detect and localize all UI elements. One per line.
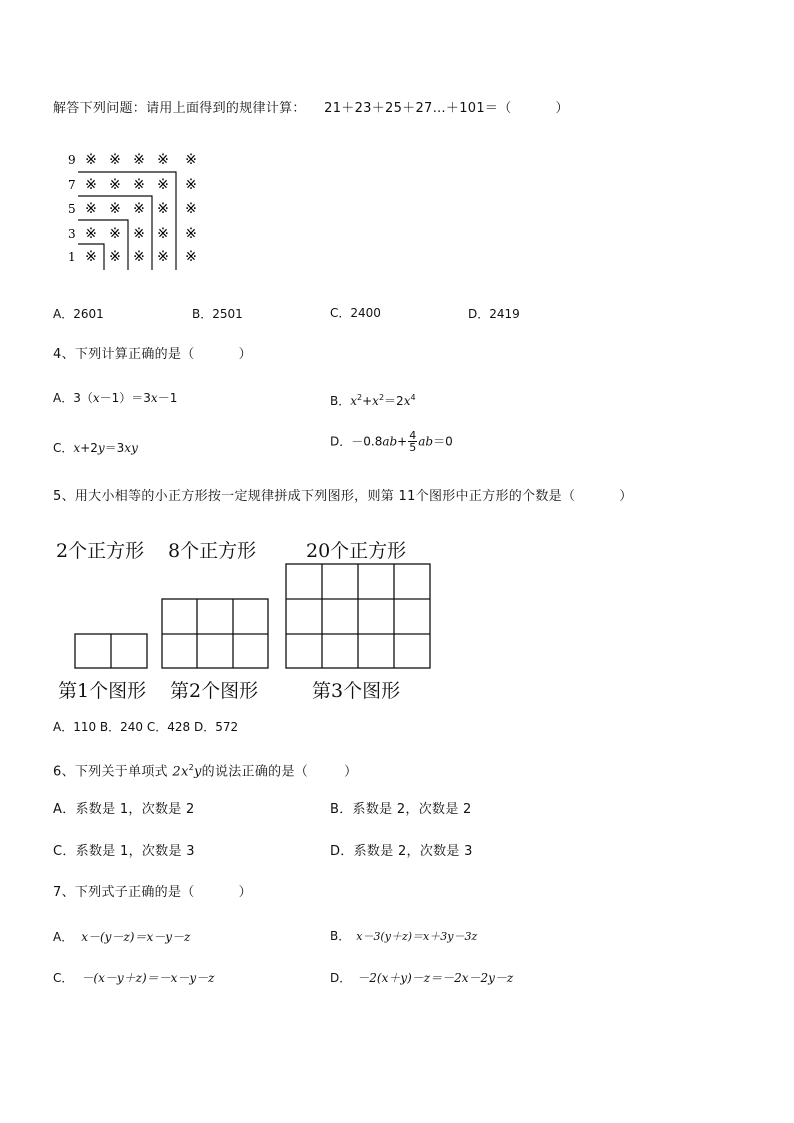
q4c-prefix: C．: [53, 441, 74, 455]
q5-options[interactable]: A．110 B．240 C．428 D．572: [53, 720, 239, 734]
pattern-mark: ※: [109, 249, 121, 265]
row-label: 5: [68, 202, 76, 216]
q4b-plus: +: [362, 394, 373, 408]
q4-option-d[interactable]: [330, 430, 453, 453]
q6-monomial-y: y: [194, 764, 202, 780]
pattern-mark: ※: [85, 201, 97, 217]
row-label: 9: [68, 153, 76, 167]
q7-option-c[interactable]: [53, 969, 215, 987]
q7-close-paren: ）: [238, 885, 252, 900]
q3-option-b[interactable]: B．2501: [192, 307, 243, 321]
figure-1-caption: 第1个图形: [58, 680, 147, 702]
pattern-mark: ※: [133, 152, 145, 168]
q3-expression: 21＋23＋25＋27…＋101＝（: [324, 101, 512, 116]
q3-stem-text: 解答下列问题：请用上面得到的规律计算：: [53, 101, 306, 116]
pattern-mark: ※: [185, 226, 197, 242]
pattern-mark: ※: [185, 177, 197, 193]
pattern-mark: ※: [85, 249, 97, 265]
pattern-mark: ※: [157, 226, 169, 242]
q4a-prefix: A．3（: [53, 391, 93, 405]
figure-3-caption: 第3个图形: [312, 680, 401, 702]
odd-sum-pattern-figure: [62, 148, 222, 276]
q4d-plus: +: [397, 434, 408, 449]
q5-close-paren: ）: [619, 489, 633, 504]
q6-stem-post: 的说法正确的是（: [201, 764, 309, 780]
pattern-mark: ※: [185, 152, 197, 168]
figure-1-count-label: 2个正方形: [56, 540, 145, 562]
q7d-label: D．: [330, 971, 352, 985]
pattern-mark: ※: [85, 226, 97, 242]
pattern-mark: ※: [133, 226, 145, 242]
q4-option-b[interactable]: [330, 389, 416, 410]
q3-option-a[interactable]: A．2601: [53, 307, 104, 321]
row-label: 7: [68, 178, 76, 192]
pattern-mark: ※: [157, 152, 169, 168]
q4c-eq: ＝3: [104, 441, 125, 455]
q6-option-a[interactable]: A．系数是 1，次数是 2: [53, 802, 195, 817]
pattern-mark: ※: [157, 177, 169, 193]
q7-option-d[interactable]: [330, 969, 513, 987]
q4c-mid: +2: [80, 441, 98, 455]
q4d-tail: ＝0: [433, 434, 453, 449]
pattern-mark: ※: [157, 201, 169, 217]
row-label: 1: [68, 250, 76, 264]
fraction-numerator: 4: [409, 429, 417, 442]
pattern-mark: ※: [109, 226, 121, 242]
q5-stem-text: 5、用大小相等的小正方形按一定规律拼成下列图形，则第 11个图形中正方形的个数是（: [53, 489, 576, 504]
figure-3-count-label: 20个正方形: [306, 540, 407, 562]
q4c-var-y: y: [97, 441, 105, 455]
q4b-exp3: 4: [410, 393, 416, 402]
q7a-label: A．: [53, 930, 74, 944]
q4a-var: x: [92, 391, 100, 405]
pattern-mark: ※: [133, 249, 145, 265]
q6-option-b[interactable]: B．系数是 2，次数是 2: [330, 802, 472, 817]
q7b-expr: x－3(y＋z)＝x＋3y－3z: [356, 930, 478, 943]
q6-monomial: 2x: [172, 764, 189, 780]
q4-option-a[interactable]: [53, 389, 177, 407]
q3-stem: [53, 100, 569, 118]
q4d-prefix: D．－0.8: [330, 434, 383, 449]
q4-close-paren: ）: [238, 347, 252, 362]
q4b-var3: x: [403, 394, 411, 408]
q6-stem: [53, 759, 357, 781]
q7a-expr: x－(y－z)＝x－y－z: [81, 930, 191, 944]
q4b-exp1: 2: [357, 393, 363, 402]
figure-2-count-label: 8个正方形: [168, 540, 257, 562]
q7-option-a[interactable]: [53, 928, 190, 946]
figure-1-grid: [75, 634, 147, 668]
q6-option-d[interactable]: D．系数是 2，次数是 3: [330, 844, 473, 859]
pattern-mark: ※: [85, 152, 97, 168]
figure-3-grid: [286, 564, 430, 668]
pattern-svg: [62, 148, 222, 272]
q7-stem: [53, 884, 252, 902]
row-label: 3: [68, 227, 76, 241]
q6-monomial-exp: 2: [188, 763, 194, 772]
q3-close-paren: ）: [555, 101, 569, 116]
q4b-var2: x: [372, 394, 379, 408]
figure-2-grid: [162, 599, 268, 668]
pattern-mark: ※: [185, 201, 197, 217]
pattern-mark: ※: [109, 177, 121, 193]
q4d-var-ab2: ab: [418, 434, 434, 449]
q3-option-d[interactable]: D．2419: [468, 307, 520, 321]
q7b-label: B．: [330, 929, 351, 943]
pattern-mark: ※: [157, 249, 169, 265]
q4b-prefix: B．: [330, 394, 351, 408]
pattern-mark: ※: [185, 249, 197, 265]
q6-close-paren: ）: [344, 764, 358, 780]
pattern-mark: ※: [109, 152, 121, 168]
pattern-mark: ※: [85, 177, 97, 193]
q7-option-b[interactable]: [330, 927, 477, 946]
pattern-mark: ※: [109, 201, 121, 217]
q4d-var-ab: ab: [382, 434, 398, 449]
q4-stem: [53, 346, 252, 364]
q7c-expr: －(x－y＋z)＝－x－y－z: [81, 971, 215, 985]
pattern-mark: ※: [133, 201, 145, 217]
q3-option-c[interactable]: C．2400: [330, 306, 381, 320]
q4b-exp2: 2: [378, 393, 385, 402]
q4c-var-xy: xy: [124, 441, 138, 455]
q4b-eq: ＝2: [384, 394, 404, 408]
q4a-tail: －1: [157, 391, 178, 405]
q4-stem-text: 4、下列计算正确的是（: [53, 347, 195, 362]
q4d-fraction: [408, 430, 417, 453]
q7c-label: C．: [53, 971, 74, 985]
q4-option-c[interactable]: [53, 439, 138, 457]
q4c-var-x: x: [73, 441, 81, 455]
pattern-marks: [85, 152, 197, 265]
q7-stem-text: 7、下列式子正确的是（: [53, 885, 195, 900]
q6-stem-pre: 6、下列关于单项式: [53, 764, 173, 780]
pattern-mark: ※: [133, 177, 145, 193]
q4b-var: x: [350, 394, 358, 408]
q6-option-c[interactable]: C．系数是 1，次数是 3: [53, 844, 195, 859]
q7d-expr: －2(x＋y)－z＝－2x－2y－z: [357, 971, 514, 985]
figure-2-caption: 第2个图形: [170, 680, 259, 702]
q4a-rest: －1）＝3: [99, 391, 151, 405]
q5-stem: [53, 488, 633, 506]
q4a-var2: x: [150, 391, 158, 405]
fraction-denominator: 5: [409, 441, 417, 454]
